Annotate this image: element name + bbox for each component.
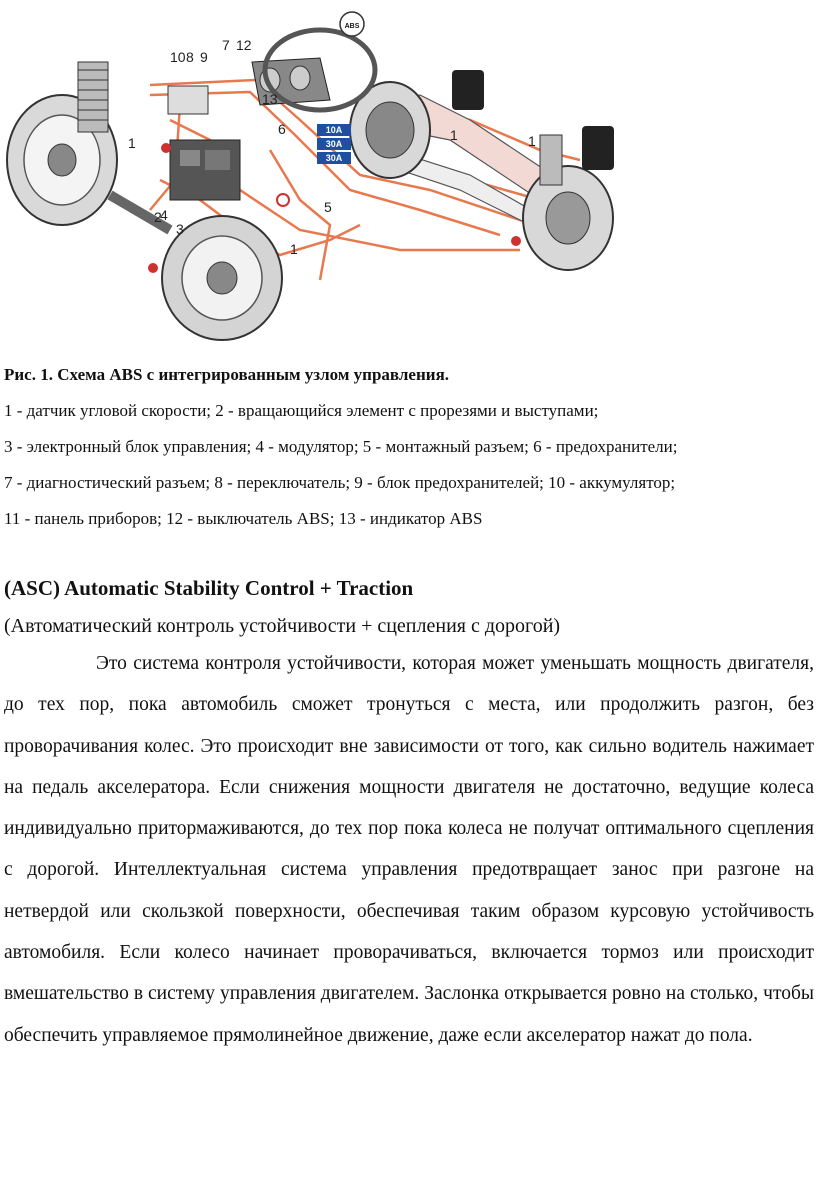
svg-text:30A: 30A: [325, 153, 343, 163]
svg-text:2: 2: [154, 209, 162, 225]
svg-text:1: 1: [450, 127, 458, 143]
asc-section: [4, 574, 814, 1056]
rear-right-wheel: [523, 166, 613, 270]
svg-text:10: 10: [170, 49, 186, 65]
svg-text:13: 13: [262, 91, 278, 107]
caption-line: 3 - электронный блок управления; 4 - модулятор; 5 - монтажный разъем; 6 - предохранители;: [4, 437, 678, 456]
abs-badge: [340, 12, 364, 36]
svg-text:7: 7: [222, 37, 230, 53]
svg-text:5: 5: [324, 199, 332, 215]
svg-text:30A: 30A: [325, 139, 343, 149]
svg-text:10A: 10A: [325, 125, 343, 135]
section-heading: (ASC) Automatic Stability Control + Traction: [4, 576, 414, 600]
section-paragraph: Это система контроля устойчивости, которая может уменьшать мощность двигателя, до тех пор, пока автомобиль сможет тронуться с места, или продолжить разгон, без проворачивания колес. Это происходит вне зависимости от того, как сильно водитель нажимает на педаль акселератора. Если снижения мощности двигателя не достаточно, ведущие колеса индивидуально притормаживаются, до тех пор пока колеса не получат оптимального сцепления с дорогой. Интеллектуальная система управления предотвращает занос при разгоне на нетвердой или скользкой поверхности, обеспечивая таким образом курсовую устойчивость автомобиля. Если колесо начинает проворачиваться, включается тормоз или происходит вмешательство в систему управления двигателем. Заслонка открывается ровно на столько, чтобы обеспечить управляемое прямолинейное движение, даже если акселератор нажат до пола.: [4, 653, 814, 1046]
abs-diagram: [0, 0, 816, 352]
svg-text:1: 1: [290, 241, 298, 257]
svg-text:4: 4: [160, 207, 168, 223]
svg-text:ABS: ABS: [344, 23, 360, 30]
figure-caption: [4, 360, 812, 530]
fuse-labels: [317, 124, 351, 164]
caption-line: 11 - панель приборов; 12 - выключатель ABS; 13 - индикатор ABS: [4, 509, 483, 528]
svg-text:1: 1: [528, 133, 536, 149]
caption-line: 1 - датчик угловой скорости; 2 - вращающийся элемент с прорезями и выступами;: [4, 401, 599, 420]
rear-strut: [540, 135, 562, 185]
svg-text:3: 3: [176, 221, 184, 237]
svg-text:8: 8: [186, 49, 194, 65]
ecu-modulator: [170, 140, 240, 200]
battery: [168, 86, 208, 114]
caption-line: 7 - диагностический разъем; 8 - переключатель; 9 - блок предохранителей; 10 - аккумулятор;: [4, 473, 676, 492]
caption-title: Рис. 1. Схема ABS с интегрированным узлом управления.: [4, 365, 450, 384]
section-subheading: (Автоматический контроль устойчивости + сцепления с дорогой): [4, 615, 561, 637]
svg-text:6: 6: [278, 121, 286, 137]
svg-text:1: 1: [128, 135, 136, 151]
rear-light-right: [582, 126, 614, 170]
front-strut: [78, 62, 108, 132]
svg-text:12: 12: [236, 37, 252, 53]
svg-text:9: 9: [200, 49, 208, 65]
rear-light-left: [452, 70, 484, 110]
